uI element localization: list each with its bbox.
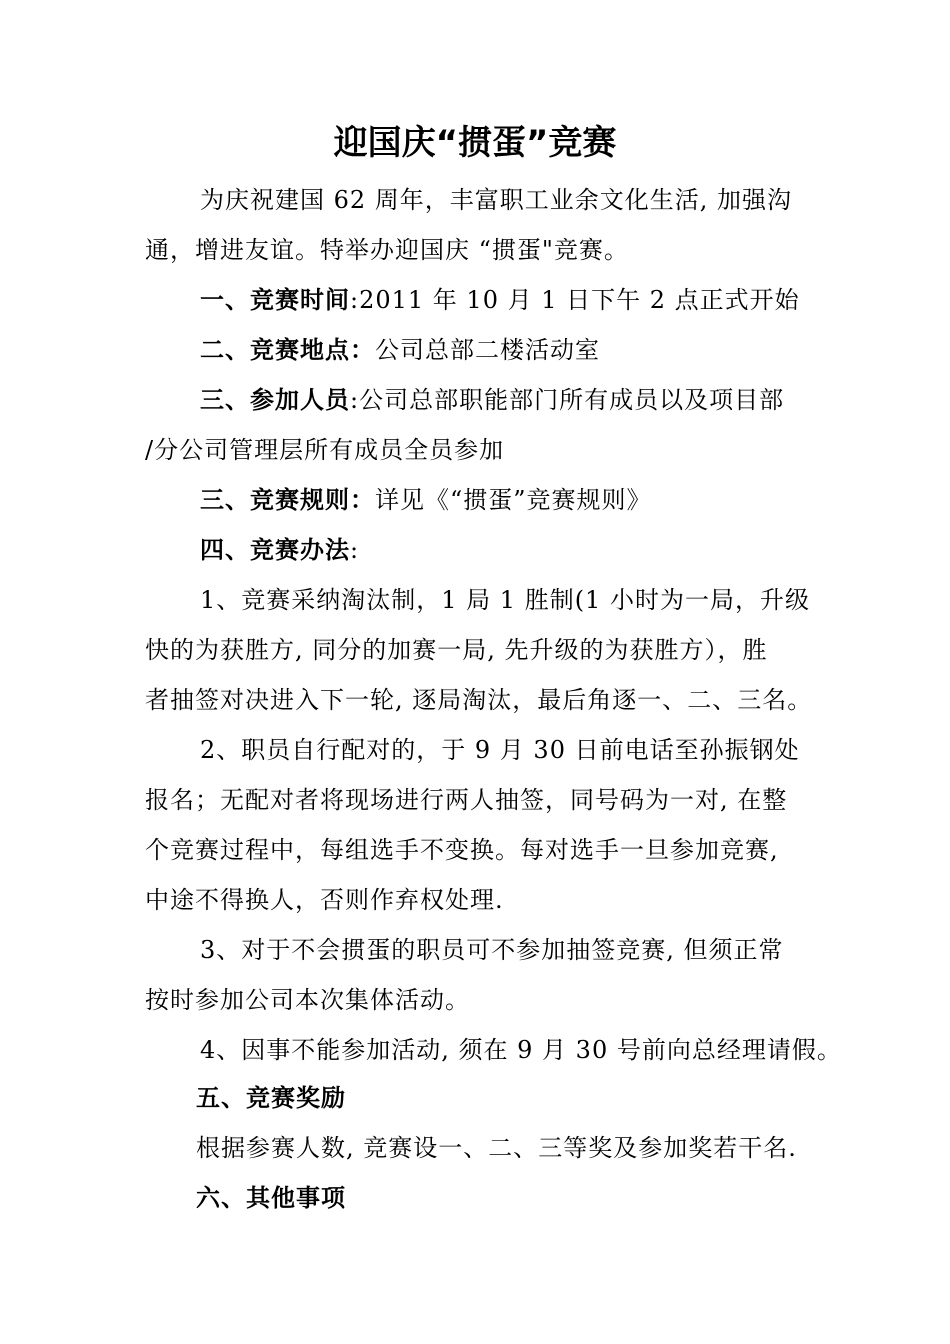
method-item-2-line-2: 报名；无配对者将现场进行两人抽签，同号码为一对, 在整 (145, 786, 788, 814)
section-place (200, 330, 600, 370)
section-time-heading: 一、竞赛时间 (200, 286, 350, 314)
method-item-2-line-3: 个竞赛过程中，每组选手不变换。每对选手一旦参加竞赛, (145, 836, 779, 864)
method-item-2-line-4: 中途不得换人，否则作弃权处理. (145, 886, 504, 914)
intro-line-1: 为庆祝建国 62 周年，丰富职工业余文化生活, 加强沟 (200, 186, 793, 214)
section-rules (200, 480, 652, 520)
section-time (200, 280, 800, 320)
method-item-4-line-1: 4、因事不能参加活动, 须在 9 月 30 号前向总经理请假。 (200, 1036, 842, 1064)
section-rules-text: 详见《“掼蛋”竞赛规则》 (375, 486, 652, 514)
method-item-3-line-1: 3、对于不会掼蛋的职员可不参加抽签竞赛, 但须正常 (200, 936, 784, 964)
section-people-text-1: :公司总部职能部门所有成员以及项目部 (350, 386, 785, 414)
section-award-heading: 五、竞赛奖励 (196, 1084, 346, 1112)
section-place-heading: 二、竞赛地点： (200, 336, 375, 364)
document-title: 迎国庆“掼蛋”竞赛 (333, 123, 617, 163)
section-method (200, 530, 359, 570)
intro-line-2: 通，增进友谊。特举办迎国庆 “掼蛋"竞赛。 (145, 236, 629, 264)
section-award-text: 根据参赛人数, 竞赛设一、二、三等奖及参加奖若干名. (196, 1134, 797, 1162)
method-item-3-line-2: 按时参加公司本次集体活动。 (145, 986, 470, 1014)
section-people-text-2: /分公司管理层所有成员全员参加 (145, 436, 505, 464)
section-people-heading: 三、参加人员 (200, 386, 350, 414)
method-item-1-line-2: 快的为获胜方, 同分的加赛一局, 先升级的为获胜方），胜 (145, 636, 768, 664)
section-people (200, 380, 784, 420)
method-item-1-line-1: 1、竞赛采纳淘汰制，1 局 1 胜制(1 小时为一局，升级 (200, 586, 810, 614)
section-time-text: :2011 年 10 月 1 日下午 2 点正式开始 (350, 286, 800, 314)
section-method-heading: 四、竞赛办法 (200, 536, 350, 564)
method-item-2-line-1: 2、职员自行配对的，于 9 月 30 日前电话至孙振钢处 (200, 736, 800, 764)
section-place-text: 公司总部二楼活动室 (375, 336, 600, 364)
section-method-colon: : (350, 536, 360, 564)
section-rules-heading: 三、竞赛规则： (200, 486, 375, 514)
section-other-heading: 六、其他事项 (196, 1184, 346, 1212)
method-item-1-line-3: 者抽签对决进入下一轮, 逐局淘汰，最后角逐一、二、三名。 (145, 686, 813, 714)
